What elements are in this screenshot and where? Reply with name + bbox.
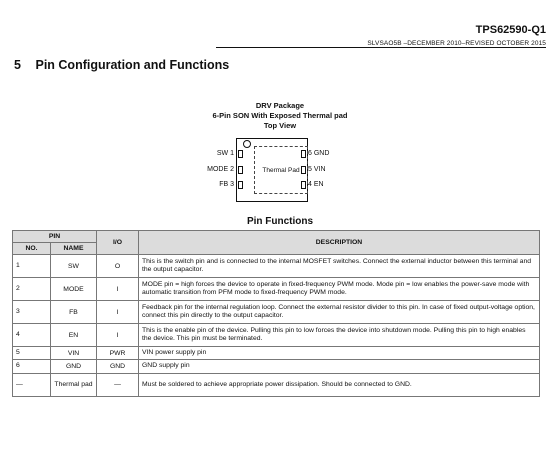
cell-no: 6 — [13, 360, 51, 373]
pin-number: 4 — [308, 181, 312, 188]
cell-no: 4 — [13, 324, 51, 347]
pin-left-3 — [208, 181, 234, 188]
pin-number: 2 — [230, 166, 234, 173]
pin-number: 6 — [308, 150, 312, 157]
section-heading — [14, 58, 229, 72]
cell-description: This is the enable pin of the device. Pulling this pin to low forces the device into shutdown mode. Pulling this pin to high enables the device. This pin must be terminated. — [139, 324, 540, 347]
pin-number: 5 — [308, 166, 312, 173]
cell-name: FB — [51, 301, 97, 324]
cell-description: VIN power supply pin — [139, 347, 540, 360]
pin-right-5 — [308, 166, 326, 173]
pin-left-1 — [208, 150, 234, 157]
pin-pad — [301, 166, 306, 174]
pin-pad — [238, 150, 243, 158]
cell-name: SW — [51, 255, 97, 278]
cell-io: I — [97, 278, 139, 301]
pin-number: 1 — [230, 150, 234, 157]
cell-name: EN — [51, 324, 97, 347]
cell-name: VIN — [51, 347, 97, 360]
document-revision-line: SLVSAO5B –DECEMBER 2010–REVISED OCTOBER 2015 — [367, 40, 546, 47]
cell-name: MODE — [51, 278, 97, 301]
table-row — [13, 301, 540, 324]
cell-no: 2 — [13, 278, 51, 301]
header-pin: PIN — [13, 231, 97, 243]
pin-pad — [238, 181, 243, 189]
cell-io: — — [97, 373, 139, 396]
package-name: DRV Package — [255, 101, 305, 110]
pin-number: 3 — [230, 181, 234, 188]
cell-io: I — [97, 324, 139, 347]
thermal-pad-label: Thermal Pad — [262, 166, 300, 174]
header-description: DESCRIPTION — [139, 231, 540, 255]
cell-no: 1 — [13, 255, 51, 278]
section-number: 5 — [14, 58, 21, 72]
table-row — [13, 373, 540, 396]
pin-functions-table — [12, 230, 540, 397]
cell-io: PWR — [97, 347, 139, 360]
cell-description: MODE pin = high forces the device to operate in fixed-frequency PWM mode. Mode pin = low enables the power-save mode with automatic transition from PFM mode to fixed-frequency PWM mode. — [139, 278, 540, 301]
table-row — [13, 278, 540, 301]
pin-name: MODE — [207, 166, 229, 173]
pin-name: FB — [219, 181, 229, 188]
table-title: Pin Functions — [246, 216, 314, 227]
table-row — [13, 347, 540, 360]
pin-pad — [301, 181, 306, 189]
cell-no: 3 — [13, 301, 51, 324]
header-rule — [216, 47, 546, 48]
pin-pad — [301, 150, 306, 158]
package-view: Top View — [263, 121, 297, 130]
pin-right-4 — [308, 181, 324, 188]
header-name: NAME — [51, 243, 97, 255]
cell-description: Feedback pin for the internal regulation loop. Connect the external resistor divider to this pin. In case of fixed output-voltage option, connect this pin directly to the output capacitor. — [139, 301, 540, 324]
pin-name: EN — [313, 181, 324, 188]
cell-io: GND — [97, 360, 139, 373]
thermal-pad — [254, 146, 308, 194]
table-row — [13, 324, 540, 347]
pin-name: SW — [216, 150, 229, 157]
pin-name: VIN — [313, 166, 326, 173]
header-io: I/O — [97, 231, 139, 255]
table-row — [13, 360, 540, 373]
cell-name: Thermal pad — [51, 373, 97, 396]
pin-pad — [238, 166, 243, 174]
cell-io: O — [97, 255, 139, 278]
document-part-number: TPS62590-Q1 — [475, 24, 546, 36]
pin1-marker — [243, 140, 251, 148]
pin-right-6 — [308, 150, 329, 157]
pin-left-2 — [200, 166, 234, 173]
section-title: Pin Configuration and Functions — [35, 58, 230, 72]
cell-name: GND — [51, 360, 97, 373]
package-description: 6-Pin SON With Exposed Thermal pad — [212, 111, 348, 120]
cell-description: GND supply pin — [139, 360, 540, 373]
cell-io: I — [97, 301, 139, 324]
header-no: NO. — [13, 243, 51, 255]
cell-description: Must be soldered to achieve appropriate power dissipation. Should be connected to GND. — [139, 373, 540, 396]
table-row — [13, 255, 540, 278]
cell-no: — — [13, 373, 51, 396]
cell-description: This is the switch pin and is connected to the internal MOSFET switches. Connect the external inductor between this terminal and the output capacitor. — [139, 255, 540, 278]
pin-name: GND — [313, 150, 330, 157]
cell-no: 5 — [13, 347, 51, 360]
